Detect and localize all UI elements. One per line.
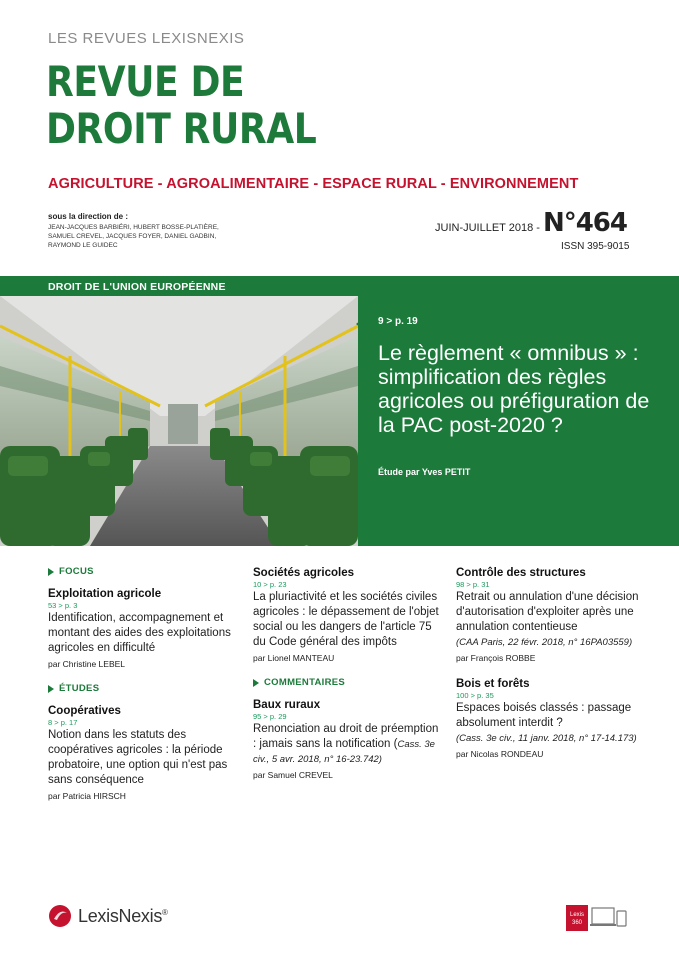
badge-line-2: 360 bbox=[571, 920, 583, 926]
category-etudes bbox=[48, 683, 238, 694]
title-line-2: DROIT RURAL bbox=[46, 104, 317, 153]
article-heading: Exploitation agricole bbox=[48, 588, 162, 600]
article-ref: 53 > p. 3 bbox=[48, 601, 78, 610]
article-bois[interactable] bbox=[456, 677, 652, 759]
article-body: Notion dans les statuts des coopératives agricoles : la période probatoire, une option qui n'est pas sans conséquence bbox=[48, 729, 228, 786]
article-heading: Bois et forêts bbox=[456, 678, 530, 690]
directors-line: SAMUEL CREVEL, JACQUES FOYER, DANIEL GADBIN, bbox=[48, 233, 217, 240]
article-ref: 95 > p. 29 bbox=[253, 712, 287, 721]
article-body-text: Renonciation au droit de préemption : jamais sans la notification ( bbox=[253, 723, 439, 750]
issue-info bbox=[435, 208, 627, 238]
column-1 bbox=[48, 566, 238, 815]
feature-author: Étude par Yves PETIT bbox=[378, 467, 471, 477]
lexisnexis-mark-icon bbox=[48, 904, 72, 928]
directors-line: RAYMOND LE GUIDEC bbox=[48, 242, 118, 249]
feature-ref: 9 > p. 19 bbox=[378, 316, 418, 327]
triangle-right-icon bbox=[48, 568, 54, 576]
directors-list bbox=[48, 223, 268, 250]
column-2 bbox=[253, 566, 443, 794]
article-author: par Samuel CREVEL bbox=[253, 770, 333, 780]
issue-date: JUIN-JUILLET 2018 - bbox=[435, 222, 540, 234]
article-body: La pluriactivité et les sociétés civiles agricoles : le dépassement de l'objet social ou les dangers de l'article 75 du Code général des impôts bbox=[253, 591, 439, 648]
article-author: par Lionel MANTEAU bbox=[253, 653, 335, 663]
article-ref: 10 > p. 23 bbox=[253, 580, 287, 589]
issn: ISSN 395-9015 bbox=[561, 241, 630, 252]
section-tag: DROIT DE L'UNION EUROPÉENNE bbox=[48, 281, 226, 293]
article-citation: (CAA Paris, 22 févr. 2018, n° 16PA03559) bbox=[456, 637, 633, 648]
category-focus bbox=[48, 566, 238, 577]
bus-interior-photo bbox=[0, 296, 358, 546]
article-body: Retrait ou annulation d'une décision d'autorisation d'exploiter après une annulation contentieuse bbox=[456, 591, 639, 633]
triangle-right-icon bbox=[48, 685, 54, 693]
lexisnexis-logo bbox=[48, 904, 168, 928]
issue-number: N°464 bbox=[542, 208, 627, 238]
direction-label: sous la direction de : bbox=[48, 212, 129, 221]
article-author: par François ROBBE bbox=[456, 653, 536, 663]
callout-pointer bbox=[356, 316, 366, 332]
article-body bbox=[253, 722, 443, 767]
feature-title[interactable]: Le règlement « omnibus » : simplification des règles agricoles ou préfiguration de la PAC post-2020 ? bbox=[378, 341, 650, 437]
category-commentaires bbox=[253, 677, 443, 688]
series-name: LES REVUES LEXISNEXIS bbox=[48, 30, 245, 47]
column-3 bbox=[456, 566, 652, 773]
category-label: ÉTUDES bbox=[59, 683, 100, 694]
article-body: Identification, accompagnement et montant des aides des exploitations agricoles en difficulté bbox=[48, 612, 231, 654]
article-heading: Baux ruraux bbox=[253, 699, 321, 711]
logo-registered: ® bbox=[162, 907, 168, 917]
journal-subtitle: AGRICULTURE - AGROALIMENTAIRE - ESPACE RURAL - ENVIRONNEMENT bbox=[48, 176, 579, 192]
logo-text bbox=[78, 906, 168, 927]
triangle-right-icon bbox=[253, 679, 259, 687]
article-citation: Cass. 3e civ., 5 avr. 2018, n° 16-23.742) bbox=[253, 739, 435, 765]
article-citation: (Cass. 3e civ., 11 janv. 2018, n° 17-14.173) bbox=[456, 733, 637, 744]
article-societes[interactable] bbox=[253, 566, 443, 663]
article-author: par Patricia HIRSCH bbox=[48, 791, 126, 801]
article-ref: 100 > p. 35 bbox=[456, 691, 494, 700]
directors-line: JEAN-JACQUES BARBIÉRI, HUBERT BOSSE-PLATIÈRE, bbox=[48, 224, 219, 231]
category-label: FOCUS bbox=[59, 566, 94, 577]
digital-devices-badge bbox=[566, 905, 630, 936]
article-baux[interactable] bbox=[253, 698, 443, 780]
article-body: Espaces boisés classés : passage absolument interdit ? bbox=[456, 702, 632, 729]
article-controle[interactable] bbox=[456, 566, 652, 663]
article-cooperatives[interactable] bbox=[48, 704, 238, 801]
article-heading: Sociétés agricoles bbox=[253, 567, 354, 579]
category-label: COMMENTAIRES bbox=[264, 677, 346, 688]
article-exploitation[interactable] bbox=[48, 587, 238, 669]
article-author: par Nicolas RONDEAU bbox=[456, 749, 544, 759]
badge-line-1: Lexis bbox=[569, 912, 585, 918]
journal-title bbox=[46, 58, 316, 152]
article-ref: 98 > p. 31 bbox=[456, 580, 490, 589]
article-ref: 8 > p. 17 bbox=[48, 718, 78, 727]
article-heading: Coopératives bbox=[48, 705, 121, 717]
title-line-1: REVUE DE bbox=[46, 57, 245, 106]
article-author: par Christine LEBEL bbox=[48, 659, 126, 669]
logo-name: LexisNexis bbox=[78, 905, 163, 926]
article-heading: Contrôle des structures bbox=[456, 567, 586, 579]
